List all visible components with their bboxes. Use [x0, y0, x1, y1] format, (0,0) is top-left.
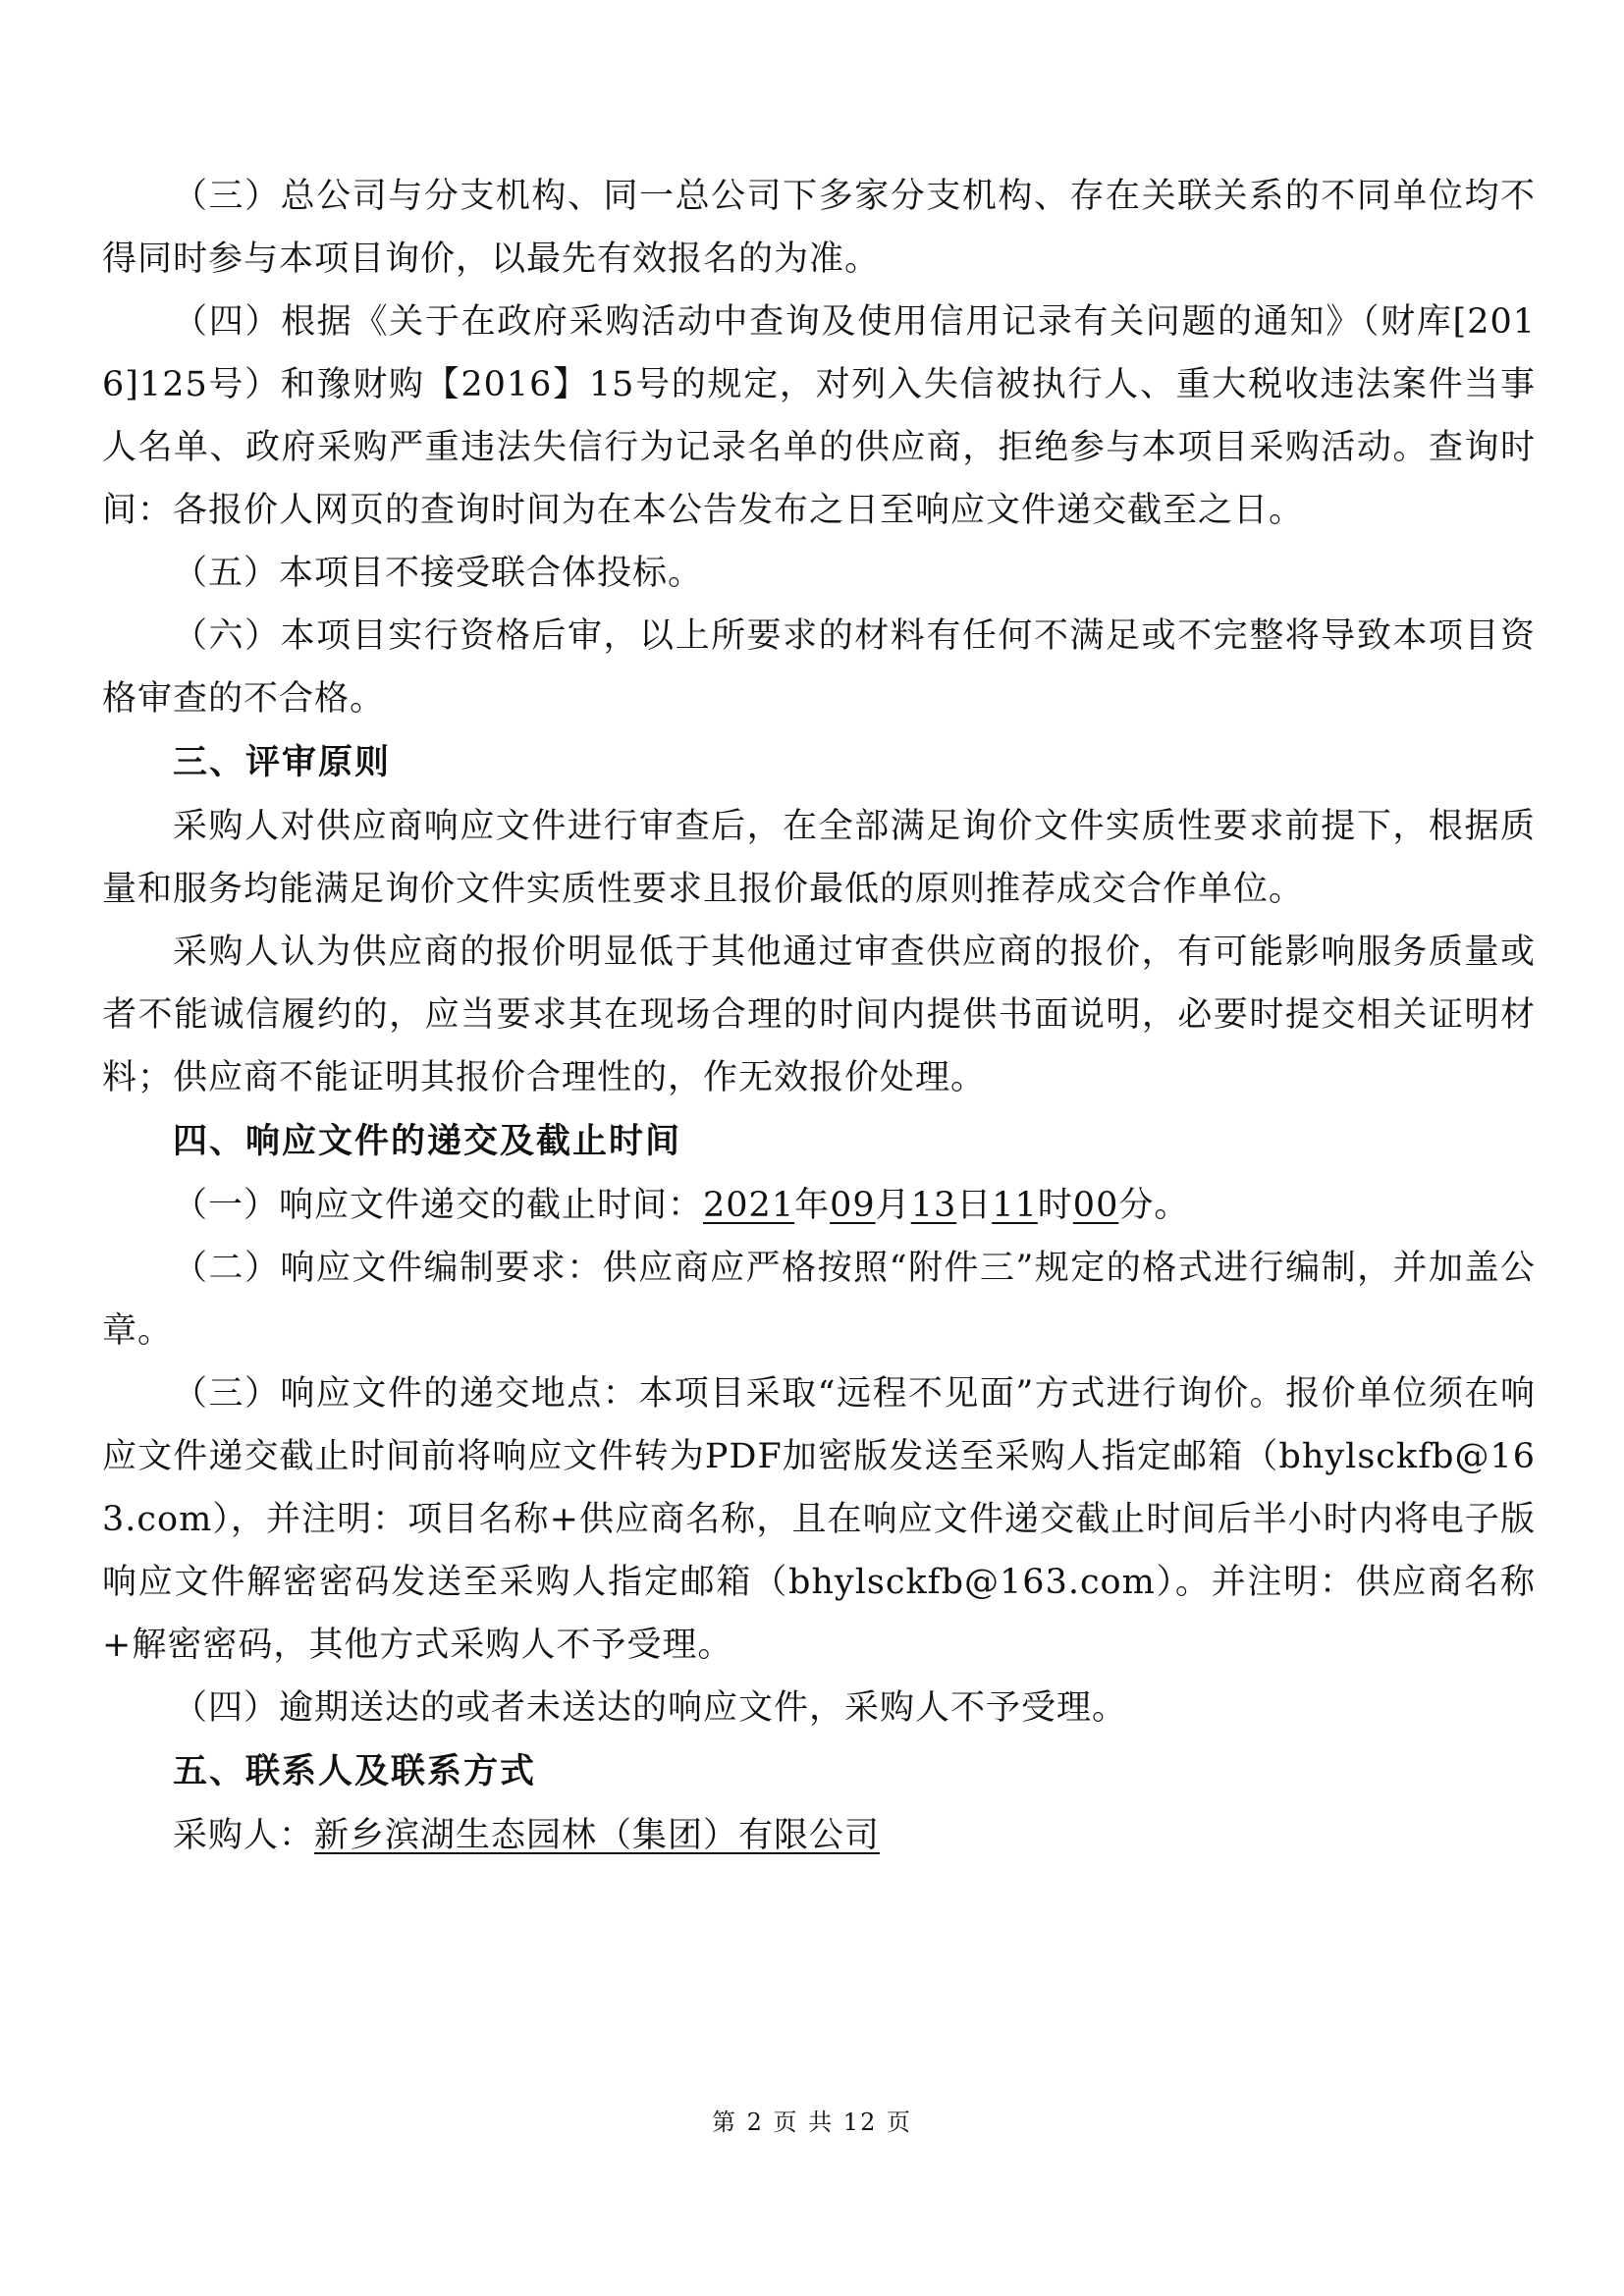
deadline-day-unit: 日 [956, 1186, 993, 1225]
paragraph-review-rule: 采购人对供应商响应文件进行审查后，在全部满足询价文件实质性要求前提下，根据质量和服务均能满足询价文件实质性要求且报价最低的原则推荐成交合作单位。 [102, 807, 1536, 909]
deadline-day: 13 [910, 1186, 957, 1225]
purchaser-name: 新乡滨湖生态园林（集团）有限公司 [314, 1816, 881, 1855]
paragraph-branch-restriction: （三）总公司与分支机构、同一总公司下多家分支机构、存在关联关系的不同单位均不得同时参与本项目询价，以最先有效报名的为准。 [102, 177, 1536, 279]
paragraph-format-requirement: （二）响应文件编制要求：供应商应严格按照“附件三”规定的格式进行编制，并加盖公章。 [102, 1249, 1536, 1351]
document-page [102, 165, 1536, 1867]
paragraph-low-price-rule: 采购人认为供应商的报价明显低于其他通过审查供应商的报价，有可能影响服务质量或者不能诚信履约的，应当要求其在现场合理的时间内提供书面说明，必要时提交相关证明材料；供应商不能证明其报价合理性的，作无效报价处理。 [102, 933, 1536, 1097]
deadline-hour: 11 [992, 1186, 1038, 1225]
deadline-month-unit: 月 [875, 1186, 911, 1225]
purchaser-label: 采购人： [173, 1816, 315, 1855]
deadline-year: 2021 [703, 1186, 795, 1225]
section-heading-review-principles: 三、评审原则 [173, 743, 392, 782]
deadline-year-unit: 年 [794, 1186, 831, 1225]
paragraph-purchaser [102, 1804, 1536, 1867]
paragraph-late-submission: （四）逾期送达的或者未送达的响应文件，采购人不予受理。 [173, 1688, 1128, 1728]
paragraph-submission-location: （三）响应文件的递交地点：本项目采取“远程不见面”方式进行询价。报价单位须在响应文件递交截止时间前将响应文件转为PDF加密版发送至采购人指定邮箱（bhylsckfb@163.com），并注明：项目名称+供应商名称，且在响应文件递交截止时间后半小时内将电子版响应文件解密密码发送至采购人指定邮箱（bhylsckfb@163.com）。并注明：供应商名称+解密密码，其他方式采购人不予受理。 [102, 1374, 1536, 1665]
deadline-month: 09 [830, 1186, 876, 1225]
page-footer: 第 2 页 共 12 页 [712, 2109, 912, 2136]
section-heading-contacts: 五、联系人及联系方式 [173, 1752, 537, 1791]
paragraph-deadline [102, 1174, 1536, 1237]
deadline-hour-unit: 时 [1037, 1186, 1073, 1225]
paragraph-no-consortium: （五）本项目不接受联合体投标。 [173, 554, 704, 593]
paragraph-credit-record: （四）根据《关于在政府采购活动中查询及使用信用记录有关问题的通知》（财库[2016]125号）和豫财购【2016】15号的规定，对列入失信被执行人、重大税收违法案件当事人名单、政府采购严重违法失信行为记录名单的供应商，拒绝参与本项目采购活动。查询时间：各报价人网页的查询时间为在本公告发布之日至响应文件递交截至之日。 [102, 302, 1536, 530]
deadline-minute-unit: 分。 [1118, 1186, 1190, 1225]
deadline-minute: 00 [1072, 1186, 1119, 1225]
paragraph-post-qualification: （六）本项目实行资格后审，以上所要求的材料有任何不满足或不完整将导致本项目资格审查的不合格。 [102, 616, 1536, 719]
section-heading-submission-deadline: 四、响应文件的递交及截止时间 [173, 1122, 682, 1161]
deadline-prefix: （一）响应文件递交的截止时间： [173, 1186, 704, 1225]
